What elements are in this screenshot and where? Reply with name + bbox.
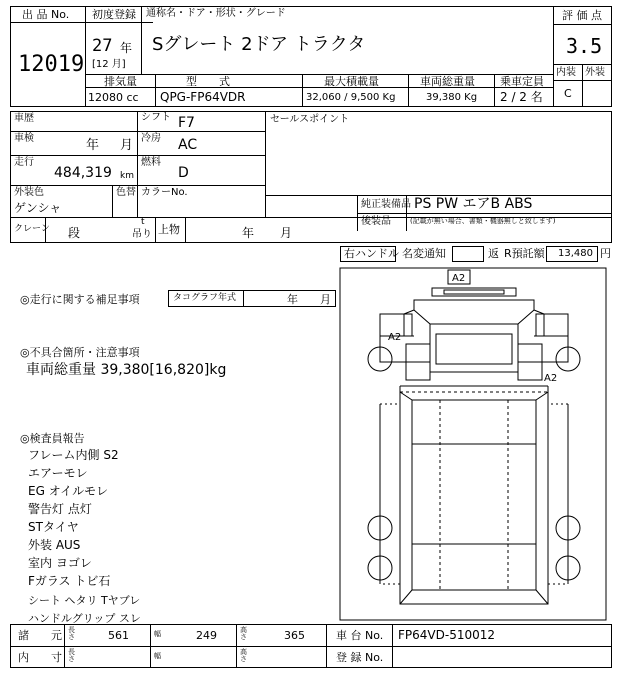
inspector-item: 警告灯 点灯 bbox=[28, 502, 92, 516]
cargo-label: 内 寸 bbox=[18, 651, 62, 664]
inspector-item: EG オイルモレ bbox=[28, 484, 109, 498]
inspector-item: ハンドルグリップ スレ bbox=[28, 612, 141, 625]
capacity: 2 / 2 名 bbox=[500, 90, 543, 104]
interior-grade: C bbox=[564, 87, 572, 100]
equipment-label: 純正装備品 bbox=[361, 199, 411, 210]
chassis-label: 車 台 No. bbox=[336, 629, 384, 642]
mileage-value: 484,319 bbox=[54, 165, 112, 181]
height-label: 高さ bbox=[240, 626, 247, 641]
year-unit: 年 bbox=[120, 41, 133, 55]
sales-point-label: セールスポイント bbox=[270, 114, 350, 125]
max-load-label: 最大積載量 bbox=[324, 75, 379, 88]
name-change-box bbox=[452, 246, 484, 262]
return-label: 返 bbox=[488, 247, 499, 260]
model: QPG-FP64VDR bbox=[160, 90, 246, 104]
divider bbox=[155, 74, 156, 107]
capacity-label: 乗車定員 bbox=[500, 75, 544, 88]
damage-mark: A2 bbox=[452, 273, 466, 284]
color-value: ゲンシャ bbox=[14, 201, 62, 215]
divider bbox=[185, 217, 186, 243]
steering: 右ハンドル bbox=[344, 247, 399, 260]
fuel-value: D bbox=[178, 165, 189, 181]
inspector-item: STタイヤ bbox=[28, 520, 79, 534]
truck-damage-diagram bbox=[336, 264, 612, 624]
inspection-label: 車検 bbox=[14, 133, 34, 144]
length: 561 bbox=[108, 629, 129, 642]
divider bbox=[10, 646, 612, 647]
crane-month: 月 bbox=[280, 226, 293, 240]
first-reg-year: 27 bbox=[92, 36, 113, 56]
crane-stage-label: 段 bbox=[68, 226, 81, 240]
cargo-length-label: 長さ bbox=[68, 648, 75, 663]
divider bbox=[141, 6, 142, 74]
divider bbox=[265, 111, 266, 217]
lot-no-label: 出 品 No. bbox=[22, 8, 70, 21]
divider bbox=[236, 624, 237, 668]
shift-value: F7 bbox=[178, 115, 195, 131]
divider bbox=[10, 185, 265, 186]
yen-unit: 円 bbox=[600, 247, 611, 260]
divider bbox=[137, 111, 138, 217]
aftermarket-note: (記載が無い場合、書類・機器無しと致します) bbox=[410, 217, 556, 225]
inspector-title: ◎検査員報告 bbox=[20, 432, 85, 445]
color-code-label: カラーNo. bbox=[141, 187, 188, 198]
cargo-width-label: 幅 bbox=[154, 652, 161, 660]
inspector-item: シート ヘタリ Tヤブレ bbox=[28, 594, 141, 607]
divider bbox=[112, 185, 113, 217]
damage-mark: A2 bbox=[388, 332, 402, 343]
gross-weight-label: 車両総重量 bbox=[420, 75, 475, 88]
score: 3.5 bbox=[566, 34, 603, 58]
exterior-label: 外装 bbox=[585, 67, 605, 78]
divider bbox=[357, 195, 358, 231]
tachograph-year: 年 bbox=[287, 293, 298, 306]
first-reg-label: 初度登録 bbox=[92, 8, 136, 21]
color-label: 外装色 bbox=[14, 187, 44, 198]
tachograph-month: 月 bbox=[320, 293, 331, 306]
front-bumper bbox=[432, 288, 516, 296]
fuel-label: 燃料 bbox=[141, 157, 161, 168]
length-label: 長さ bbox=[68, 626, 75, 641]
divider bbox=[85, 22, 145, 23]
divider bbox=[494, 74, 495, 107]
divider bbox=[582, 64, 583, 107]
vehicle-name: Sグレート 2ドア トラクタ bbox=[152, 34, 366, 55]
aircon-value: AC bbox=[178, 137, 198, 153]
tachograph-label: タコグラフ年式 bbox=[173, 293, 237, 303]
dims-label: 諸 元 bbox=[18, 629, 62, 642]
shift-label: シフト bbox=[141, 112, 171, 123]
interior-label: 内装 bbox=[556, 67, 576, 78]
divider bbox=[408, 74, 409, 107]
deposit-label: R預託額 bbox=[504, 247, 545, 260]
inspector-item: エアーモレ bbox=[28, 466, 88, 480]
inspection-year: 年 bbox=[86, 138, 100, 153]
crane-label: クレーン bbox=[14, 224, 50, 234]
inspection-month: 月 bbox=[120, 138, 134, 153]
divider bbox=[150, 624, 151, 668]
reg-label: 登 録 No. bbox=[336, 651, 384, 664]
defects-title: ◎不具合箇所・注意事項 bbox=[20, 346, 140, 359]
displacement-label: 排気量 bbox=[104, 75, 137, 88]
max-load: 32,060 / 9,500 Kg bbox=[306, 92, 396, 103]
first-reg-month: [12 月] bbox=[92, 59, 126, 70]
inspector-item: Fガラス トビ石 bbox=[28, 574, 111, 588]
chassis-no: FP64VD-510012 bbox=[398, 628, 495, 642]
divider bbox=[553, 6, 554, 107]
mileage-unit: km bbox=[120, 171, 134, 181]
width-label: 幅 bbox=[154, 630, 161, 638]
defects-line: 車両総重量 39,380[16,820]kg bbox=[26, 362, 227, 378]
inspector-item: フレーム内側 S2 bbox=[28, 448, 119, 462]
equipment: PS PW エアB ABS bbox=[414, 196, 533, 212]
cab-outline bbox=[414, 300, 534, 372]
divider bbox=[155, 217, 156, 243]
mileage-label: 走行 bbox=[14, 157, 34, 168]
crane-suspension-label: 吊り bbox=[132, 229, 152, 240]
divider bbox=[64, 624, 65, 668]
divider bbox=[392, 624, 393, 668]
name-label: 通称名・ドア・形状・グレード bbox=[146, 8, 286, 19]
gross-weight: 39,380 Kg bbox=[426, 92, 478, 103]
displacement: 12080 cc bbox=[88, 91, 139, 104]
color-no-label: 色替 bbox=[116, 187, 136, 198]
model-label: 型 式 bbox=[186, 75, 230, 88]
deposit-value: 13,480 bbox=[558, 248, 593, 259]
cargo-height-label: 高さ bbox=[240, 648, 247, 663]
divider bbox=[326, 624, 327, 668]
aftermarket-label: 後装品 bbox=[361, 216, 391, 227]
divider bbox=[302, 74, 303, 107]
divider bbox=[553, 24, 612, 25]
history-label: 車歴 bbox=[14, 113, 34, 124]
height: 365 bbox=[284, 629, 305, 642]
divider bbox=[10, 155, 265, 156]
inspector-item: 外装 AUS bbox=[28, 538, 81, 552]
crane-year: 年 bbox=[242, 226, 255, 240]
upper-label: 上物 bbox=[158, 223, 180, 236]
crane-suspension-top: t bbox=[141, 217, 145, 227]
damage-mark: A2 bbox=[544, 373, 558, 384]
divider bbox=[243, 290, 244, 307]
score-label: 評 価 点 bbox=[562, 9, 602, 22]
divider bbox=[10, 131, 265, 132]
width: 249 bbox=[196, 629, 217, 642]
lot-no: 12019 bbox=[18, 52, 85, 77]
running-notes-title: ◎走行に関する補足事項 bbox=[20, 293, 140, 306]
divider bbox=[357, 213, 612, 214]
name-change-label: 名変通知 bbox=[402, 247, 446, 260]
inspector-item: 室内 ヨゴレ bbox=[28, 556, 92, 570]
aircon-label: 冷房 bbox=[141, 133, 161, 144]
